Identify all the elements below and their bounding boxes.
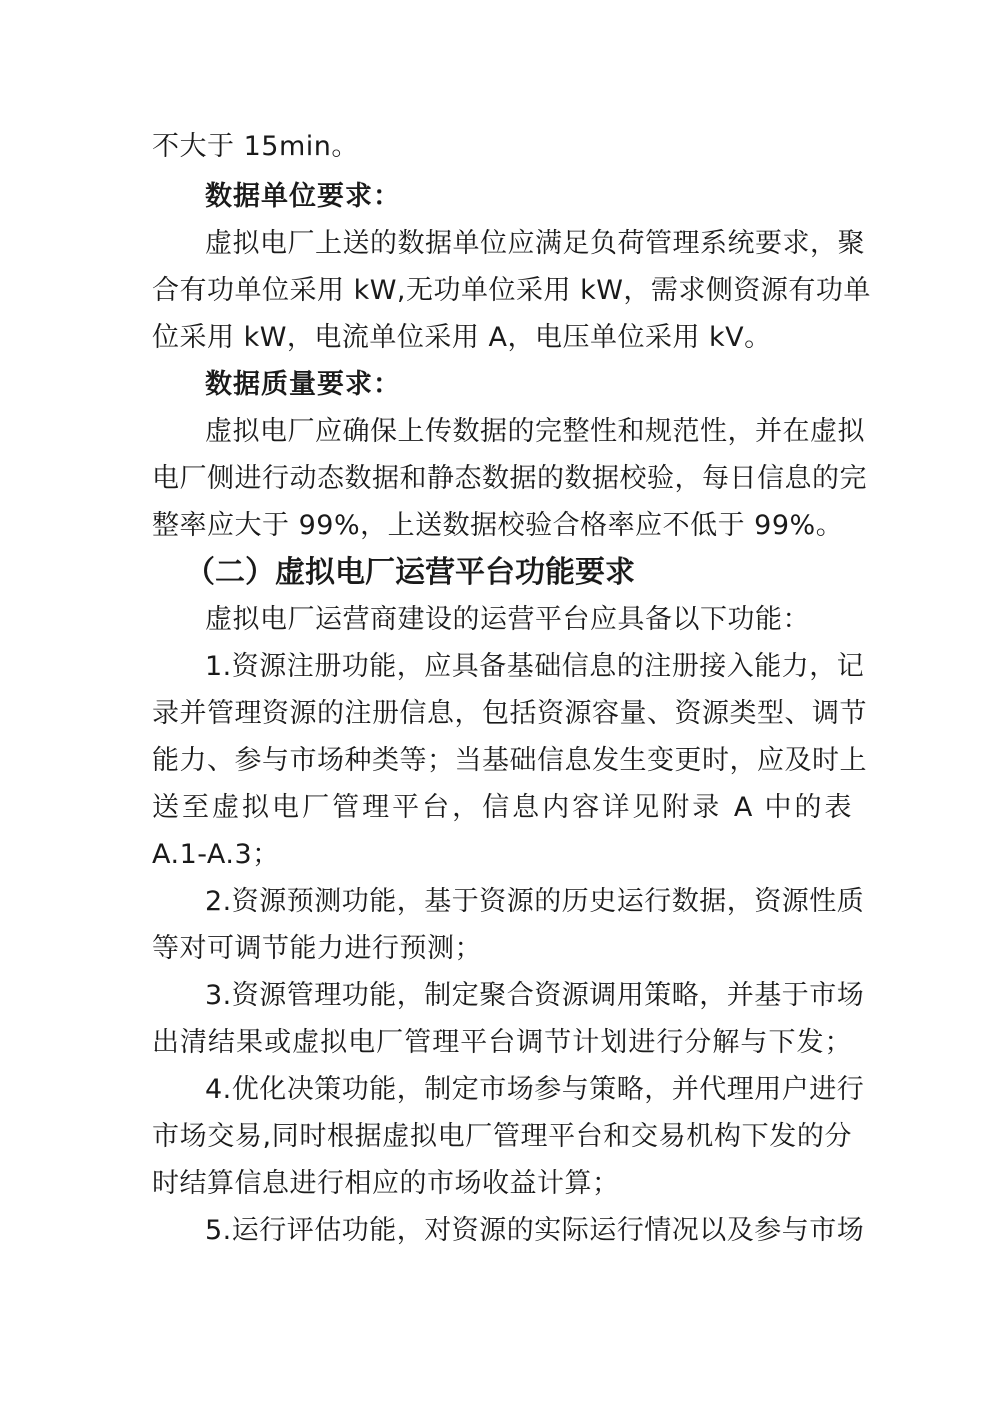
list-item-text: 2.资源预测功能，基于资源的历史运行数据，资源性质 xyxy=(205,886,865,917)
text-line: 整率应大于 99%，上送数据校验合格率应不低于 99%。 xyxy=(152,510,844,541)
text-line: 不大于 15min。 xyxy=(152,131,359,162)
section-heading: （二）虚拟电厂运营平台功能要求 xyxy=(185,555,635,590)
text-line: 等对可调节能力进行预测； xyxy=(152,933,482,964)
list-item-text: 5.运行评估功能，对资源的实际运行情况以及参与市场 xyxy=(205,1215,865,1246)
text-line: 虚拟电厂应确保上传数据的完整性和规范性，并在虚拟 xyxy=(205,416,865,447)
text-line: 电厂侧进行动态数据和静态数据的数据校验，每日信息的完 xyxy=(152,463,867,494)
text-line: A.1-A.3； xyxy=(152,839,280,870)
text-line: 能力、参与市场种类等；当基础信息发生变更时，应及时上 xyxy=(152,745,867,776)
text-line: 虚拟电厂上送的数据单位应满足负荷管理系统要求，聚 xyxy=(205,228,865,259)
subheading-data-unit: 数据单位要求： xyxy=(205,181,401,212)
text-line: 位采用 kW，电流单位采用 A，电压单位采用 kV。 xyxy=(152,322,772,353)
text-line: 出清结果或虚拟电厂管理平台调节计划进行分解与下发； xyxy=(152,1027,852,1058)
text-line: 录并管理资源的注册信息，包括资源容量、资源类型、调节 xyxy=(152,698,867,729)
text-line: 虚拟电厂运营商建设的运营平台应具备以下功能： xyxy=(205,604,810,635)
text-line: 市场交易,同时根据虚拟电厂管理平台和交易机构下发的分 xyxy=(152,1121,852,1152)
text-line: 时结算信息进行相应的市场收益计算； xyxy=(152,1168,620,1199)
text-line: 送至虚拟电厂管理平台，信息内容详见附录 A 中的表 xyxy=(152,792,852,823)
list-item-text: 4.优化决策功能，制定市场参与策略，并代理用户进行 xyxy=(205,1074,865,1105)
list-item-text: 1.资源注册功能，应具备基础信息的注册接入能力，记 xyxy=(205,651,865,682)
text-line: 合有功单位采用 kW,无功单位采用 kW，需求侧资源有功单 xyxy=(152,275,871,306)
subheading-data-quality: 数据质量要求： xyxy=(205,369,401,400)
list-item-text: 3.资源管理功能，制定聚合资源调用策略，并基于市场 xyxy=(205,980,865,1011)
